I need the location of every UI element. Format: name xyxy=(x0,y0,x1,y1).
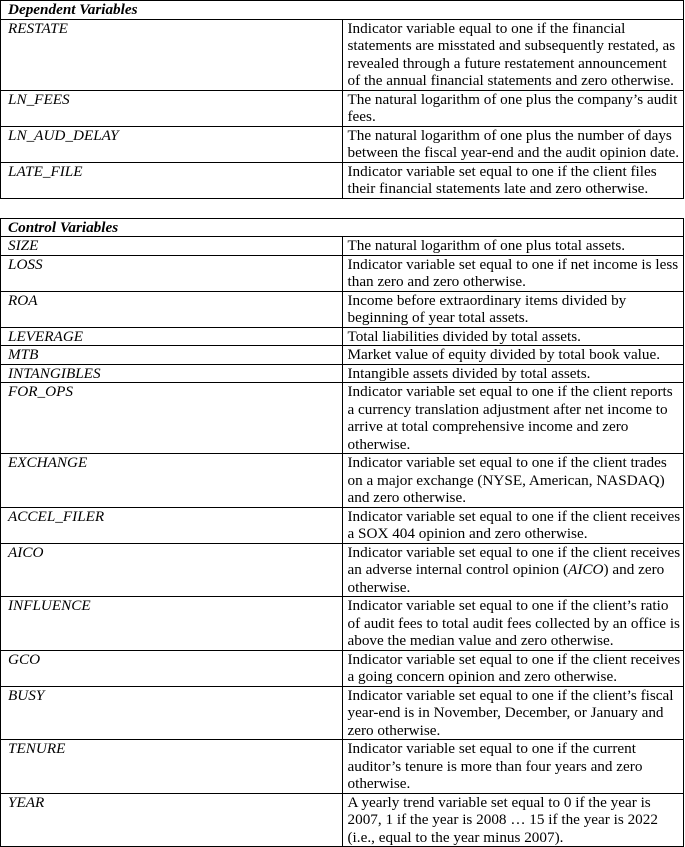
variable-name: FOR_OPS xyxy=(1,383,343,454)
table-row xyxy=(1,383,684,454)
table-row xyxy=(1,740,684,794)
variable-name: INTANGIBLES xyxy=(1,364,343,383)
variable-name: GCO xyxy=(1,650,343,686)
table-row xyxy=(1,291,684,327)
table-row xyxy=(1,364,684,383)
table-header-row xyxy=(1,218,684,237)
table-row xyxy=(1,454,684,508)
variable-name: LATE_FILE xyxy=(1,162,343,198)
variable-name: ACCEL_FILER xyxy=(1,507,343,543)
variable-description: A yearly trend variable set equal to 0 if the year is 2007, 1 if the year is 2008 … 15 if the year is 2022 (i.e., equal to the year minus 2007). xyxy=(342,793,684,847)
variable-description: Indicator variable set equal to one if the client reports a currency translation adjustment after net income to arrive at total comprehensive income and zero otherwise. xyxy=(342,383,684,454)
description-text: ) and zero otherwise. xyxy=(348,561,665,596)
control-variables-table xyxy=(0,218,684,847)
variable-description: Total liabilities divided by total assets. xyxy=(342,327,684,346)
variable-description: Intangible assets divided by total assets. xyxy=(342,364,684,383)
italic-variable-ref: AICO xyxy=(568,561,603,578)
variable-description: The natural logarithm of one plus the company’s audit fees. xyxy=(342,90,684,126)
table-row xyxy=(1,19,684,90)
table-row xyxy=(1,793,684,847)
variable-name: LOSS xyxy=(1,255,343,291)
variable-description: Indicator variable set equal to one if the client receives a SOX 404 opinion and zero otherwise. xyxy=(342,507,684,543)
table-row xyxy=(1,507,684,543)
variable-description xyxy=(342,543,684,597)
dependent-variables-table xyxy=(0,0,684,199)
variable-description: Indicator variable set equal to one if the client files their financial statements late and zero otherwise. xyxy=(342,162,684,198)
table-row xyxy=(1,650,684,686)
variable-name: LN_FEES xyxy=(1,90,343,126)
variable-name: AICO xyxy=(1,543,343,597)
variable-name: MTB xyxy=(1,346,343,365)
variable-description: Indicator variable set equal to one if the client’s ratio of audit fees to total audit fees collected by an office is above the median value and zero otherwise. xyxy=(342,597,684,651)
table-row xyxy=(1,346,684,365)
variable-description: The natural logarithm of one plus total assets. xyxy=(342,237,684,256)
variable-description: Indicator variable set equal to one if the client receives a going concern opinion and zero otherwise. xyxy=(342,650,684,686)
table-row xyxy=(1,597,684,651)
variable-description: Indicator variable set equal to one if the client trades on a major exchange (NYSE, American, NASDAQ) and zero otherwise. xyxy=(342,454,684,508)
variable-description: Income before extraordinary items divided by beginning of year total assets. xyxy=(342,291,684,327)
table-row xyxy=(1,327,684,346)
table-row xyxy=(1,237,684,256)
table-row xyxy=(1,255,684,291)
variable-name: TENURE xyxy=(1,740,343,794)
variable-description: Indicator variable set equal to one if net income is less than zero and zero otherwise. xyxy=(342,255,684,291)
variable-name: INFLUENCE xyxy=(1,597,343,651)
variable-name: ROA xyxy=(1,291,343,327)
variable-description: The natural logarithm of one plus the number of days between the fiscal year-end and the audit opinion date. xyxy=(342,126,684,162)
table-row xyxy=(1,162,684,198)
variable-name: LN_AUD_DELAY xyxy=(1,126,343,162)
variable-name: EXCHANGE xyxy=(1,454,343,508)
table-row xyxy=(1,90,684,126)
variable-name: YEAR xyxy=(1,793,343,847)
variable-name: BUSY xyxy=(1,686,343,740)
variable-name: RESTATE xyxy=(1,19,343,90)
variable-description: Market value of equity divided by total book value. xyxy=(342,346,684,365)
table-header-row xyxy=(1,1,684,20)
control-variables-heading: Control Variables xyxy=(1,218,684,237)
table-row xyxy=(1,543,684,597)
dependent-variables-heading: Dependent Variables xyxy=(1,1,684,20)
variable-description: Indicator variable set equal to one if the client’s fiscal year-end is in November, December, or January and zero otherwise. xyxy=(342,686,684,740)
table-row xyxy=(1,686,684,740)
variable-name: LEVERAGE xyxy=(1,327,343,346)
variable-description: Indicator variable equal to one if the financial statements are misstated and subsequently restated, as revealed through a future restatement announcement of the annual financial statements and zero otherwise. xyxy=(342,19,684,90)
description-text: Indicator variable set equal to one if the client receives an adverse internal control opinion ( xyxy=(348,544,681,579)
variable-description: Indicator variable set equal to one if the current auditor’s tenure is more than four years and zero otherwise. xyxy=(342,740,684,794)
variable-name: SIZE xyxy=(1,237,343,256)
table-row xyxy=(1,126,684,162)
